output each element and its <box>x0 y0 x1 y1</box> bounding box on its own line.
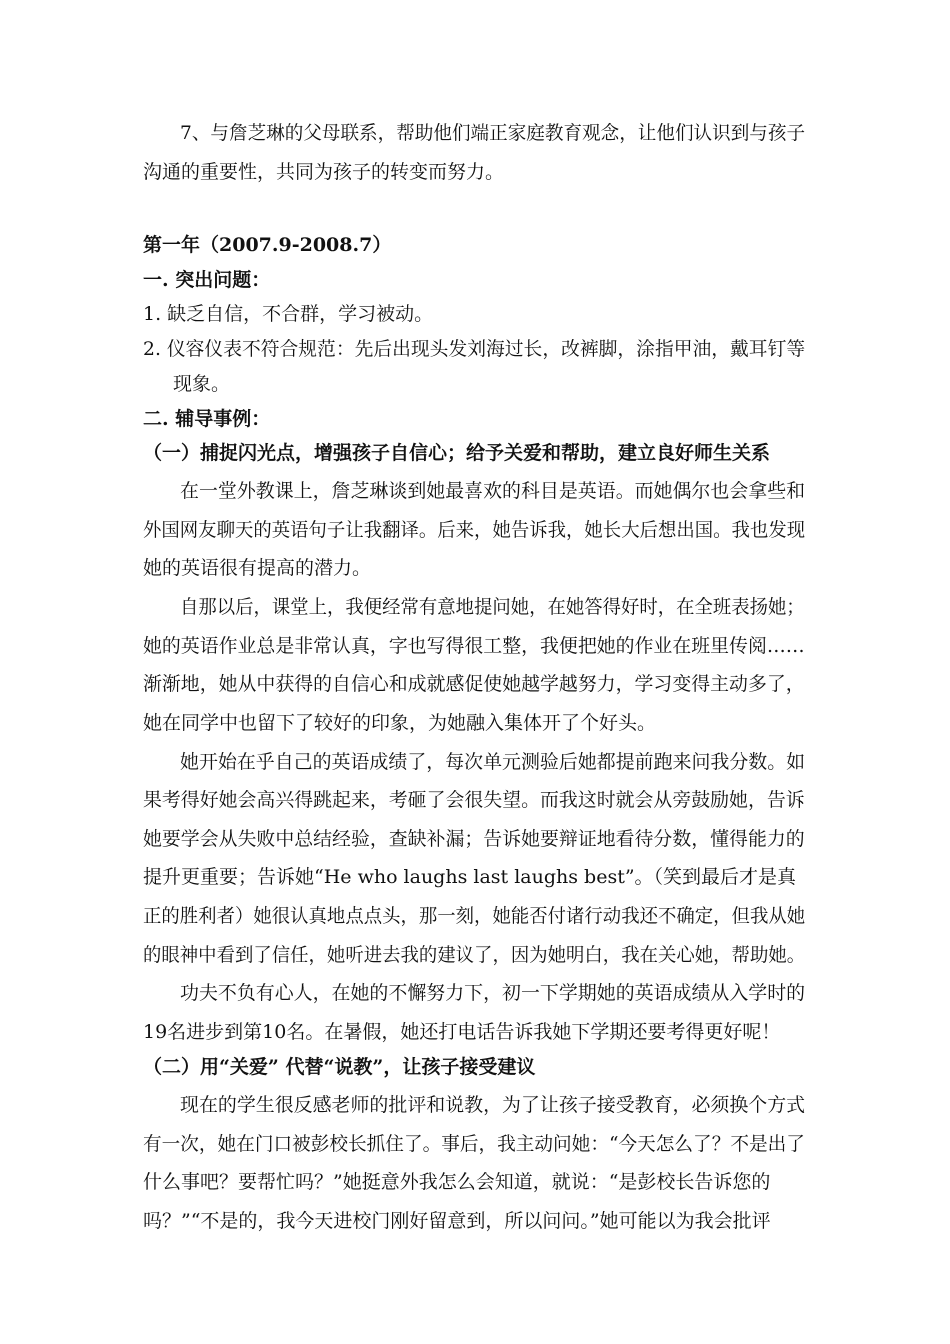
paragraph-line: 提升更重要；告诉她“He who laughs last laughs best”。（笑到最后才是真 <box>143 866 797 888</box>
paragraph-line: 自那以后，课堂上，我便经常有意地提问她，在她答得好时，在全班表扬她； <box>180 596 805 618</box>
subsection-heading: （二）用“关爱” 代替“说教”，让孩子接受建议 <box>143 1056 536 1078</box>
paragraph-line: 19名进步到第10名。在暑假，她还打电话告诉我她下学期还要考得更好呢！ <box>143 1021 781 1043</box>
paragraph-line: 现在的学生很反感老师的批评和说教，为了让孩子接受教育，必须换个方式 <box>180 1094 806 1116</box>
paragraph-line: 她的英语很有提高的潜力。 <box>143 557 372 579</box>
list-item-continuation: 现象。 <box>173 373 231 395</box>
paragraph-line: 吗？”“不是的，我今天进校门刚好留意到，所以问问。”她可能以为我会批评 <box>143 1210 771 1232</box>
paragraph-line: 7、与詹芝琳的父母联系，帮助他们端正家庭教育观念，让他们认识到与孩子 <box>180 122 806 144</box>
paragraph-line: 有一次，她在门口被彭校长抓住了。事后，我主动问她：“今天怎么了？不是出了 <box>143 1133 805 1155</box>
paragraph-line: 什么事吧？要帮忙吗？”她挺意外我怎么会知道，就说：“是彭校长告诉您的 <box>143 1171 771 1193</box>
paragraph-line: 她要学会从失败中总结经验，查缺补漏；告诉她要辩证地看待分数，懂得能力的 <box>143 828 805 850</box>
paragraph-line: 在一堂外教课上，詹芝琳谈到她最喜欢的科目是英语。而她偶尔也会拿些和 <box>180 480 806 502</box>
subsection-heading: （一）捕捉闪光点，增强孩子自信心；给予关爱和帮助，建立良好师生关系 <box>143 442 771 464</box>
paragraph-line: 她在同学中也留下了较好的印象，为她融入集体开了个好头。 <box>143 712 657 734</box>
section-heading-problems: 一. 突出问题： <box>143 269 271 291</box>
paragraph-line: 她的英语作业总是非常认真，字也写得很工整，我便把她的作业在班里传阅…… <box>143 635 805 657</box>
section-heading-cases: 二. 辅导事例： <box>143 408 271 430</box>
paragraph-line: 的眼神中看到了信任，她听进去我的建议了，因为她明白，我在关心她，帮助她。 <box>143 944 806 966</box>
paragraph-line: 外国网友聊天的英语句子让我翻译。后来，她告诉我，她长大后想出国。我也发现 <box>143 519 806 541</box>
list-item: 2. 仪容仪表不符合规范：先后出现头发刘海过长，改裤脚，涂指甲油，戴耳钉等 <box>143 338 806 360</box>
paragraph-line: 正的胜利者）她很认真地点点头，那一刻，她能否付诸行动我还不确定，但我从她 <box>143 905 806 927</box>
paragraph-line: 果考得好她会高兴得跳起来，考砸了会很失望。而我这时就会从旁鼓励她，告诉 <box>143 789 805 811</box>
paragraph-line: 她开始在乎自己的英语成绩了，每次单元测验后她都提前跑来问我分数。如 <box>180 751 806 773</box>
paragraph-line: 功夫不负有心人，在她的不懈努力下，初一下学期她的英语成绩从入学时的 <box>180 982 806 1004</box>
list-item: 1. 缺乏自信，不合群，学习被动。 <box>143 303 434 325</box>
paragraph-line: 渐渐地，她从中获得的自信心和成就感促使她越学越努力，学习变得主动多了， <box>143 673 805 695</box>
paragraph-line: 沟通的重要性，共同为孩子的转变而努力。 <box>143 161 505 183</box>
section-year-heading: 第一年（2007.9-2008.7） <box>143 234 392 256</box>
